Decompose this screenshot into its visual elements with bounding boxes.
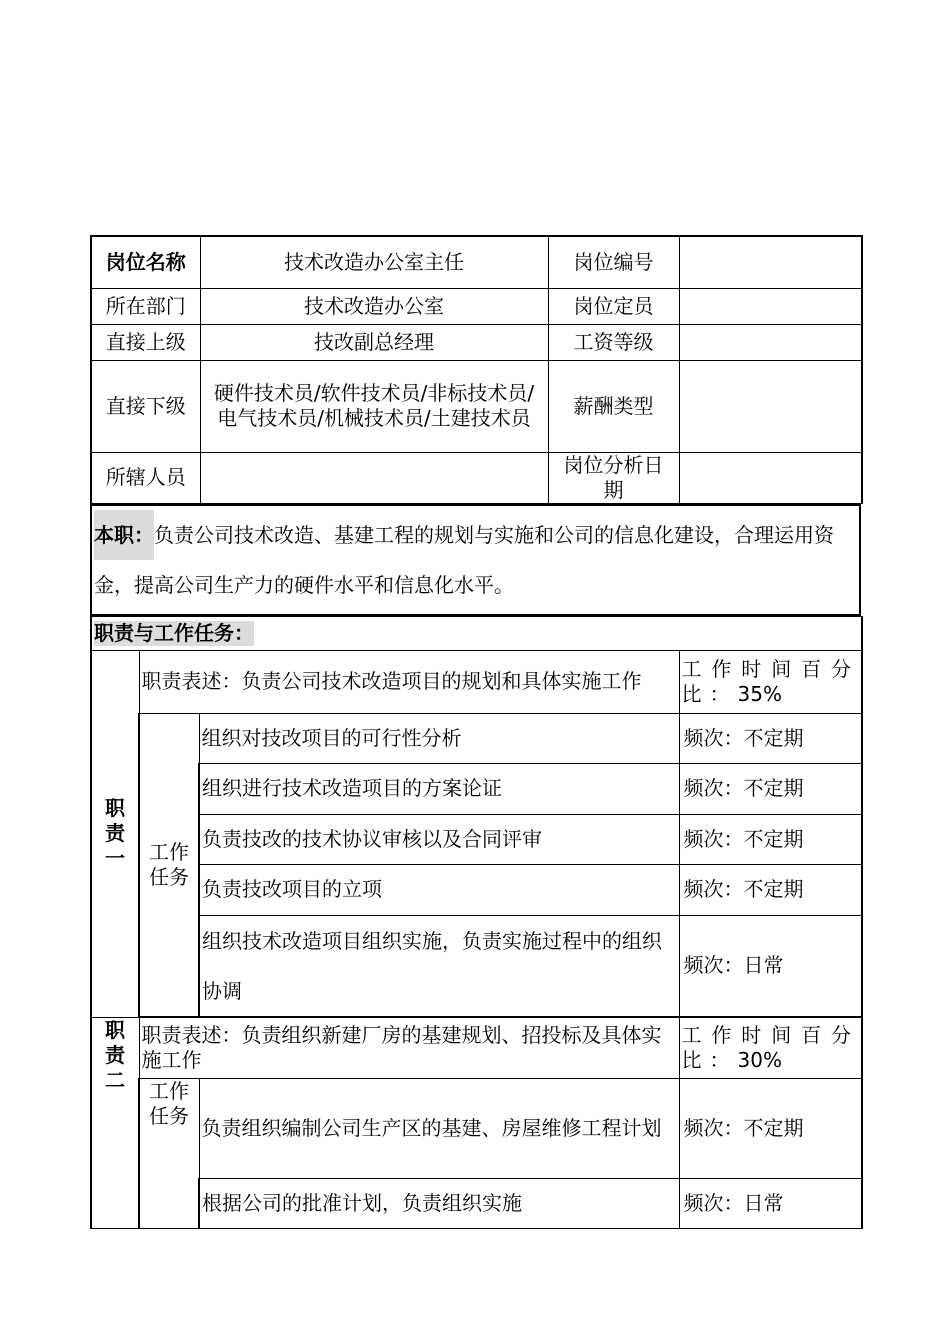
duty-1-task-1: 组织对技改项目的可行性分析 bbox=[199, 713, 679, 763]
pay-type-label: 薪酬类型 bbox=[548, 360, 679, 452]
subordinates-value: 硬件技术员/软件技术员/非标技术员/电气技术员/机械技术员/土建技术员 bbox=[200, 360, 548, 452]
duty-2-pct: 30% bbox=[737, 1047, 782, 1072]
task-row bbox=[91, 864, 862, 915]
pay-type-value bbox=[679, 360, 862, 452]
position-info-table bbox=[90, 235, 863, 504]
duty-1-task-3: 负责技改的技术协议审核以及合同评审 bbox=[199, 814, 679, 864]
duty-2-desc-label: 职责表述： bbox=[141, 1022, 242, 1047]
main-duty-cell bbox=[91, 505, 860, 615]
duty-2-task-1: 负责组织编制公司生产区的基建、房屋维修工程计划 bbox=[199, 1078, 679, 1178]
duties-title-cell bbox=[91, 616, 862, 650]
analysis-date-label: 岗位分析日期 bbox=[548, 452, 679, 503]
staff-label: 所辖人员 bbox=[91, 452, 200, 503]
duty-1-desc-label: 职责表述： bbox=[141, 669, 242, 693]
info-row bbox=[91, 360, 862, 452]
duties-title: 职责与工作任务： bbox=[94, 620, 254, 645]
supervisor-value: 技改副总经理 bbox=[200, 324, 548, 360]
info-row bbox=[91, 236, 862, 288]
duties-title-row bbox=[91, 616, 862, 650]
duty-1-freq-4: 频次：不定期 bbox=[679, 864, 862, 915]
salary-grade-label: 工资等级 bbox=[548, 324, 679, 360]
salary-grade-value bbox=[679, 324, 862, 360]
duty-1-freq-1: 频次：不定期 bbox=[679, 713, 862, 763]
duty-2-desc: 负责组织新建厂房的基建规划、招投标及具体实施工作 bbox=[141, 1022, 662, 1072]
duty-1-pct-label: 工作时间百分比： bbox=[681, 656, 859, 706]
task-row bbox=[91, 713, 862, 763]
headcount-label: 岗位定员 bbox=[548, 288, 679, 324]
analysis-date-value bbox=[679, 452, 862, 503]
duty-1-pct-cell bbox=[679, 650, 862, 713]
task-row bbox=[91, 763, 862, 814]
department-label: 所在部门 bbox=[91, 288, 200, 324]
duty-1-desc: 负责公司技术改造项目的规划和具体实施工作 bbox=[241, 669, 642, 693]
duty-2-desc-cell bbox=[139, 1017, 679, 1078]
duty-2-freq-2: 频次：日常 bbox=[679, 1178, 862, 1228]
duty-desc-row bbox=[91, 1017, 862, 1078]
duty-desc-row bbox=[91, 650, 862, 713]
task-row bbox=[91, 915, 862, 1016]
task-row bbox=[91, 1178, 862, 1228]
duty-1-freq-3: 频次：不定期 bbox=[679, 814, 862, 864]
task-row bbox=[91, 814, 862, 864]
duty-1-task-5: 组织技术改造项目组织实施，负责实施过程中的组织协调 bbox=[199, 915, 679, 1016]
info-row bbox=[91, 324, 862, 360]
info-row bbox=[91, 288, 862, 324]
duty-1-task-2: 组织进行技术改造项目的方案论证 bbox=[199, 763, 679, 814]
headcount-value bbox=[679, 288, 862, 324]
duty-1-task-4: 负责技改项目的立项 bbox=[199, 864, 679, 915]
info-row bbox=[91, 452, 862, 503]
duty-2-task-label: 工作任务 bbox=[139, 1078, 199, 1228]
duty-2-name: 职责二 bbox=[91, 1017, 139, 1228]
position-code-label: 岗位编号 bbox=[548, 236, 679, 288]
duty-1-name: 职责一 bbox=[91, 650, 139, 1017]
duties-table bbox=[90, 616, 863, 1229]
duty-2-pct-label: 工作时间百分比： bbox=[681, 1022, 859, 1072]
task-row bbox=[91, 1078, 862, 1178]
duty-1-pct: 35% bbox=[737, 681, 782, 706]
position-name-value: 技术改造办公室主任 bbox=[200, 236, 548, 288]
duty-1-task-label: 工作任务 bbox=[139, 713, 199, 1016]
staff-value bbox=[200, 452, 548, 503]
subordinates-label: 直接下级 bbox=[91, 360, 200, 452]
job-description-sheet bbox=[90, 235, 861, 1229]
department-value: 技术改造办公室 bbox=[200, 288, 548, 324]
main-duty-row bbox=[91, 505, 860, 615]
main-duty-table bbox=[90, 504, 861, 616]
duty-1-freq-5: 频次：日常 bbox=[679, 915, 862, 1016]
position-name-label: 岗位名称 bbox=[91, 236, 200, 288]
position-code-value bbox=[679, 236, 862, 288]
duty-2-freq-1: 频次：不定期 bbox=[679, 1078, 862, 1178]
duty-1-freq-2: 频次：不定期 bbox=[679, 763, 862, 814]
main-duty-text: 负责公司技术改造、基建工程的规划与实施和公司的信息化建设，合理运用资金，提高公司生产力的硬件水平和信息化水平。 bbox=[94, 522, 834, 597]
duty-2-task-2: 根据公司的批准计划，负责组织实施 bbox=[199, 1178, 679, 1228]
supervisor-label: 直接上级 bbox=[91, 324, 200, 360]
duty-1-desc-cell bbox=[139, 650, 679, 713]
duty-2-pct-cell bbox=[679, 1017, 862, 1078]
main-duty-label: 本职： bbox=[94, 510, 154, 560]
